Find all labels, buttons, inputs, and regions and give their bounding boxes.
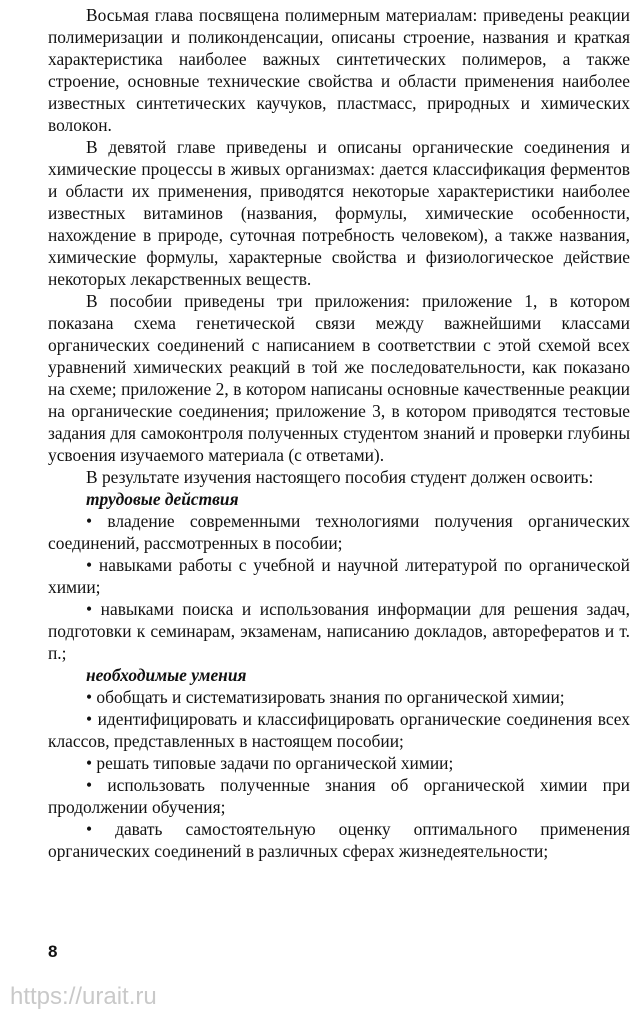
list-item: • владение современными технологиями получения органических соединений, рассмотренных в пособии; <box>48 511 630 553</box>
page-number: 8 <box>48 942 58 961</box>
list-item: • давать самостоятельную оценку оптимального применения органических соединений в различных сферах жизнедеятельности; <box>48 819 630 861</box>
required-skills-heading: необходимые умения <box>86 665 247 685</box>
list-item: • идентифицировать и классифицировать органические соединения всех классов, представленных в настоящем пособии; <box>48 709 630 751</box>
list-item: • решать типовые задачи по органической химии; <box>86 753 454 773</box>
watermark: https://urait.ru <box>10 983 157 1010</box>
labor-actions-heading: трудовые действия <box>86 489 239 509</box>
paragraph-appendices: В пособии приведены три приложения: приложение 1, в котором показана схема генетической связи между важнейшими классами органических соединений с написанием в соответствии с этой схемой всех уравнений химических реакций в той же последовательности, как показано на схеме; приложение 2, в котором написаны основные качественные реакции на органические соединения; приложение 3, в котором приводятся тестовые задания для самоконтроля полученных студентом знаний и проверки глубины усвоения изучаемого материала (с ответами). <box>48 291 630 465</box>
body-text <box>48 4 630 862</box>
list-item: • навыками работы с учебной и научной литературой по органической химии; <box>48 555 630 597</box>
paragraph-outcomes: В результате изучения настоящего пособия студент должен освоить: <box>86 467 594 487</box>
paragraph-chapter-nine: В девятой главе приведены и описаны органические соединения и химические процессы в живых организмах: дается классификация ферментов и области их применения, приводятся некоторые характеристики наиболее известных витаминов (названия, формулы, химические особенности, нахождение в природе, суточная потребность человеком), а также названия, химические формулы, характерные свойства и физиологическое действие некоторых лекарственных веществ. <box>48 137 630 289</box>
paragraph-chapter-eight: Восьмая глава посвящена полимерным материалам: приведены реакции полимеризации и поликонденсации, описаны строение, названия и краткая характеристика наиболее важных синтетических полимеров, а также строение, основные технические свойства и области применения наиболее известных синтетических каучуков, пластмасс, природных и химических волокон. <box>48 5 630 135</box>
list-item: • навыками поиска и использования информации для решения задач, подготовки к семинарам, экзаменам, написанию докладов, авторефератов и т. п.; <box>48 599 630 663</box>
list-item: • обобщать и систематизировать знания по органической химии; <box>86 687 565 707</box>
list-item: • использовать полученные знания об органической химии при продолжении обучения; <box>48 775 630 817</box>
